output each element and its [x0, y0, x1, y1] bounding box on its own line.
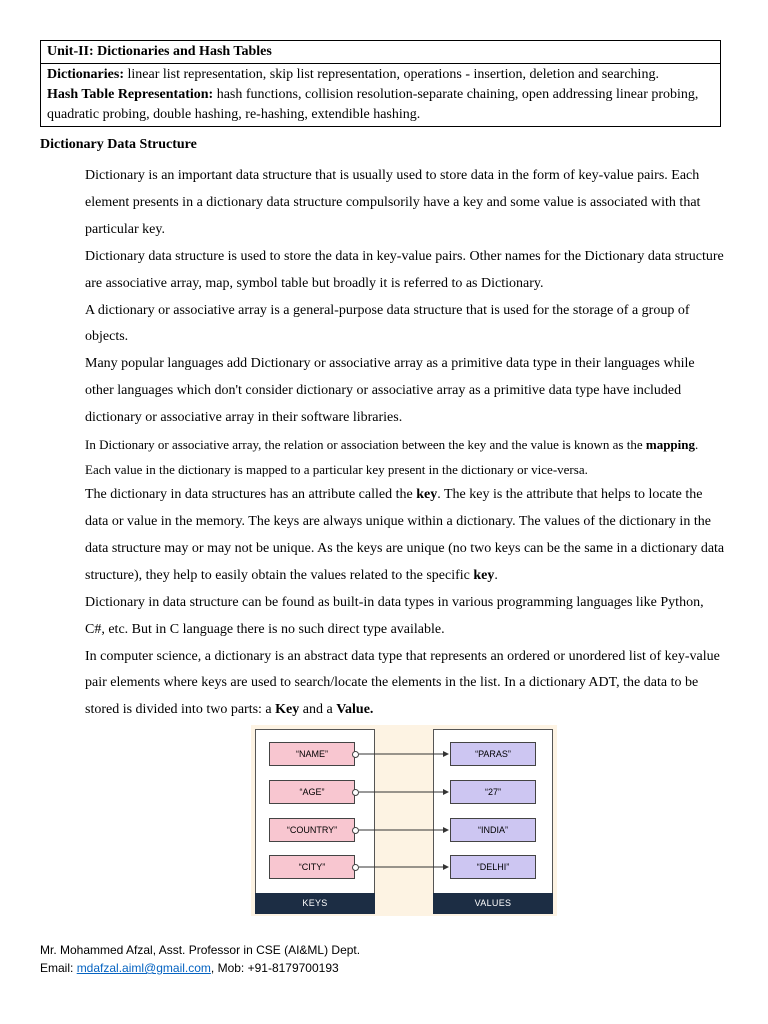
- paragraph-4: Many popular languages add Dictionary or associative array as a primitive data type in their languages while other languages which don't consider dictionary or associative array as a primitive data type have included dictionary or associative array in their software libraries.: [85, 356, 695, 426]
- section-title: Dictionary Data Structure: [40, 137, 197, 152]
- paragraph-7: Dictionary in data structure can be found as built-in data types in various programming languages like Python, C#, etc. But in C language there is no such direct type available.: [85, 594, 704, 637]
- email-link[interactable]: mdafzal.aiml@gmail.com: [76, 961, 211, 975]
- paragraph-6-text: The dictionary in data structures has an attribute called the: [85, 487, 417, 503]
- unit-title: Unit-II: Dictionaries and Hash Tables: [41, 41, 720, 64]
- paragraph-6-text-mid: . The key is the attribute that helps to locate the data or value in the memory. The keys are always unique within a dictionary. The values of the dictionary in the data structure may or may not be unique. As the keys are unique (no two keys can be the same in a dictionary data structure), they help to easily obtain the values related to the specific: [85, 487, 725, 583]
- key-box-name: “NAME”: [269, 742, 355, 766]
- paragraph-2: Dictionary data structure is used to store the data in key-value pairs. Other names for the Dictionary data structure are associative array, map, symbol table but broadly it is referred to as Dictionary.: [85, 248, 724, 291]
- connector-dot: [352, 827, 359, 834]
- page-footer: [40, 941, 360, 977]
- keys-label: KEYS: [255, 893, 375, 914]
- key-box-country: “COUNTRY”: [269, 818, 355, 842]
- paragraph-8-text: In computer science, a dictionary is an abstract data type that represents an ordered or unordered list of key-value pair elements where keys are used to search/locate the elements in the list. In a dictionary ADT, the data to be stored is divided into two parts: a: [85, 648, 720, 718]
- body-content: [85, 163, 725, 724]
- value-box-27: “27”: [450, 780, 536, 804]
- value-box-paras: “PARAS”: [450, 742, 536, 766]
- value-term: Value.: [336, 702, 374, 718]
- key-box-age: “AGE”: [269, 780, 355, 804]
- connector-dot: [352, 751, 359, 758]
- connector-dot: [352, 789, 359, 796]
- paragraph-6: [85, 482, 725, 590]
- connector-dot: [352, 864, 359, 871]
- unit-syllabus-box: [40, 40, 721, 127]
- paragraph-8: [85, 644, 725, 725]
- key-term-3: Key: [275, 702, 300, 718]
- mapping-term: mapping: [645, 437, 695, 453]
- dictionaries-text: linear list representation, skip list representation, operations - insertion, deletion and searching.: [123, 67, 659, 82]
- value-box-delhi: “DELHI”: [450, 855, 536, 879]
- mobile-text: , Mob: +91-8179700193: [210, 961, 339, 975]
- paragraph-5: [85, 432, 725, 482]
- paragraph-1: Dictionary is an important data structure that is usually used to store data in the form of key-value pairs. Each element presents in a dictionary data structure compulsorily have a key and some value is associated with that particular key.: [85, 168, 701, 237]
- paragraph-3: A dictionary or associative array is a general-purpose data structure that is used for the storage of a group of objects.: [85, 302, 690, 345]
- key-value-diagram: [251, 725, 557, 916]
- paragraph-6-text-end: .: [494, 567, 498, 583]
- hash-table-label: Hash Table Representation:: [47, 87, 214, 102]
- key-term-2: key: [473, 567, 495, 583]
- hash-table-text: hash functions, collision resolution-separate chaining, open addressing linear probing, quadratic probing, double hashing, re-hashing, extendible hashing.: [47, 87, 699, 122]
- email-label: Email:: [40, 961, 77, 975]
- paragraph-8-text-mid: and a: [299, 702, 337, 718]
- paragraph-5-text: In Dictionary or associative array, the relation or association between the key and the value is known as the: [85, 437, 646, 453]
- key-term: key: [416, 487, 438, 503]
- unit-syllabus-text: [41, 64, 720, 126]
- value-box-india: “INDIA”: [450, 818, 536, 842]
- dictionaries-label: Dictionaries:: [47, 67, 124, 82]
- key-box-city: “CITY”: [269, 855, 355, 879]
- contact-line: [40, 959, 360, 977]
- author-line: Mr. Mohammed Afzal, Asst. Professor in CSE (AI&ML) Dept.: [40, 943, 361, 957]
- paragraph-5-text-end: . Each value in the dictionary is mapped to a particular key present in the dictionary or vice-versa.: [85, 437, 699, 478]
- values-label: VALUES: [433, 893, 553, 914]
